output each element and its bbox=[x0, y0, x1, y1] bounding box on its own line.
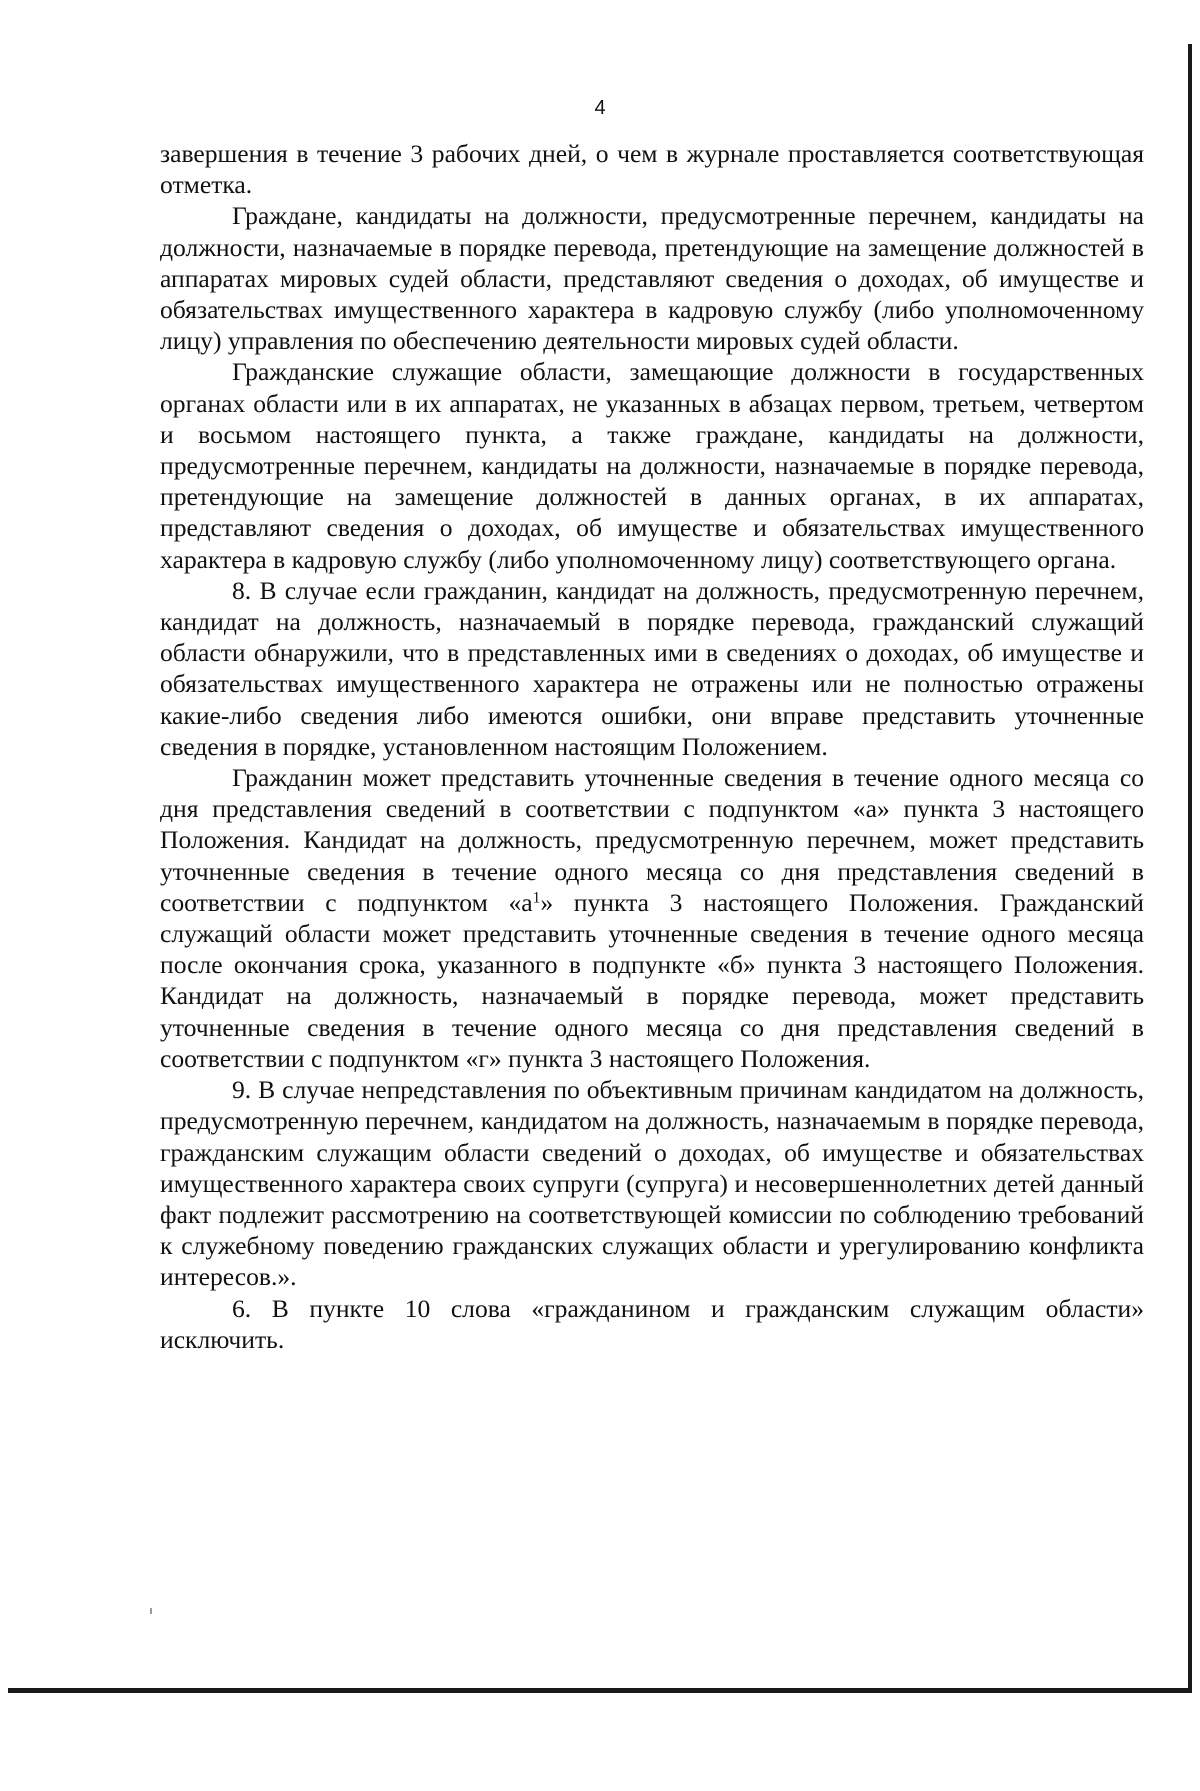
paragraph-item-9: 9. В случае непредставления по объективным причинам кандидатом на должность, предусмотренную перечнем, кандидатом на должность, назначаемым в порядке перевода, гражданским служащим области сведений о доходах, об имуществе и обязательствах имущественного характера своих супруги (супруга) и несовершеннолетних детей данный факт подлежит рассмотрению на соответствующей комиссии по соблюдению требований к служебному поведению гражданских служащих области и урегулированию конфликта интересов.». bbox=[160, 1075, 1144, 1292]
page-number: 4 bbox=[594, 97, 606, 119]
paragraph-item-6: 6. В пункте 10 слова «гражданином и гражданским служащим области» исключить. bbox=[160, 1293, 1144, 1354]
paragraph-continuation: завершения в течение 3 рабочих дней, о чем в журнале проставляется соответствующая отметка. bbox=[160, 139, 1144, 200]
paragraph-civil-servants: Гражданские служащие области, замещающие должности в государственных органах области или в их аппаратах, не указанных в абзацах первом, третьем, четвертом и восьмом настоящего пункта, а также граждане, кандидаты на должности, предусмотренные перечнем, кандидаты на должности, назначаемые в порядке перевода, претендующие на замещение должностей в данных органах, в их аппаратах, представляют сведения о доходах, об имуществе и обязательствах имущественного характера в кадровую службу (либо уполномоченному лицу) соответствующего органа. bbox=[160, 357, 1144, 574]
scan-border-bottom bbox=[8, 1688, 1192, 1693]
document-body bbox=[160, 138, 1144, 1355]
paragraph-magistrates: Граждане, кандидаты на должности, предусмотренные перечнем, кандидаты на должности, назначаемые в порядке перевода, претендующие на замещение должностей в аппаратах мировых судей области, представляют сведения о доходах, об имуществе и обязательствах имущественного характера в кадровую службу (либо уполномоченному лицу) управления по обеспечению деятельности мировых судей области. bbox=[160, 201, 1144, 356]
paragraph-item-8: 8. В случае если гражданин, кандидат на должность, предусмотренную перечнем, кандидат на должность, назначаемый в порядке перевода, гражданский служащий области обнаружили, что в представленных ими в сведениях о доходах, об имуществе и обязательствах имущественного характера не отражены или не полностью отражены какие-либо сведения либо имеются ошибки, они вправе представить уточненные сведения в порядке, установленном настоящим Положением. bbox=[160, 575, 1144, 761]
superscript-index: 1 bbox=[532, 889, 541, 907]
scan-artifact bbox=[150, 1608, 152, 1614]
paragraph-clarified-info bbox=[160, 762, 1144, 1074]
scan-border-right bbox=[1188, 44, 1192, 1692]
paragraph-text-part: Гражданин может представить уточненные сведения в течение одного месяца со дня представления сведений в соответствии с подпунктом «а» пункта 3 настоящего Положения. Кандидат на должность, предусмотренную перечнем, может представить уточненные сведения в течение одного месяца со дня представления сведений в соответствии с подпунктом «а bbox=[160, 763, 1144, 917]
paragraph-text-part: » пункта 3 настоящего Положения. Гражданский служащий области может представить уточненные сведения в течение одного месяца после окончания срока, указанного в подпункте «б» пункта 3 настоящего Положения. Кандидат на должность, назначаемый в порядке перевода, может представить уточненные сведения в течение одного месяца со дня представления сведений в соответствии с подпунктом «г» пункта 3 настоящего Положения. bbox=[160, 887, 1144, 1073]
